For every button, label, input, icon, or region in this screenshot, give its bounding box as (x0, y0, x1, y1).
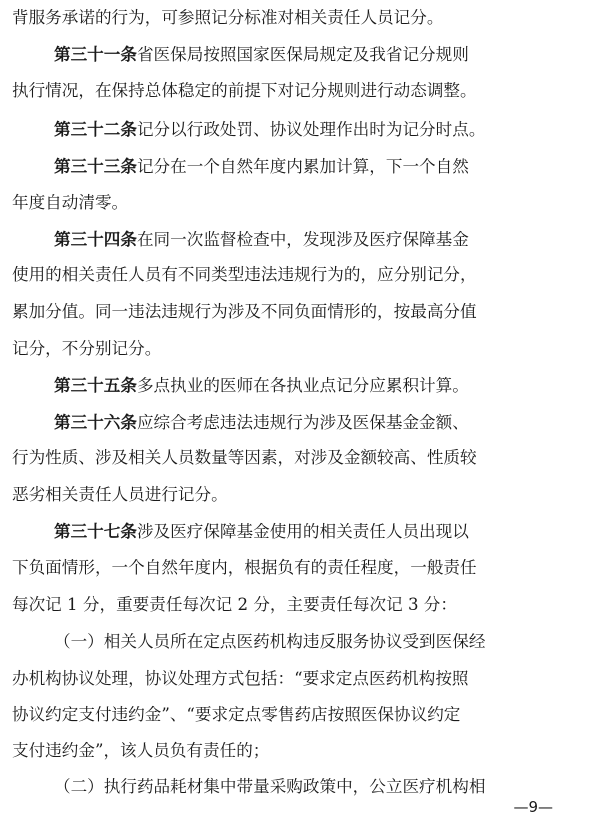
article-heading: 第三十一条 (54, 44, 137, 64)
text-line: 下负面情形，一个自然年度内，根据负有的责任程度，一般责任 (12, 558, 477, 577)
article-heading: 第三十四条 (54, 229, 137, 249)
article-heading: 第三十七条 (54, 521, 137, 541)
text-line: 每次记 1 分，重要责任每次记 2 分，主要责任每次记 3 分： (12, 595, 457, 614)
text-line: 使用的相关责任人员有不同类型违法违规行为的，应分别记分， (12, 265, 477, 284)
article-heading: 第三十五条 (54, 375, 137, 395)
text-line: 年度自动清零。 (12, 193, 129, 212)
text-line: 行为性质、涉及相关人员数量等因素，对涉及金额较高、性质较 (12, 448, 477, 467)
text-line: 协议约定支付违约金”、“要求定点零售药店按照医保协议约定 (12, 705, 461, 724)
article-36-line: 第三十六条应综合考虑违法违规行为涉及医保基金金额、 (54, 412, 469, 432)
article-31-line: 第三十一条省医保局按照国家医保局规定及我省记分规则 (54, 44, 469, 64)
text-line: 恶劣相关责任人员进行记分。 (12, 485, 228, 504)
clause-1-line: （一）相关人员所在定点医药机构违反服务协议受到医保经 (54, 632, 486, 651)
clause-2-line: （二）执行药品耗材集中带量采购政策中，公立医疗机构相 (54, 777, 486, 796)
text-line: 执行情况，在保持总体稳定的前提下对记分规则进行动态调整。 (12, 81, 477, 100)
article-35-line: 第三十五条多点执业的医师在各执业点记分应累积计算。 (54, 375, 469, 395)
article-33-line: 第三十三条记分在一个自然年度内累加计算，下一个自然 (54, 156, 469, 176)
article-34-line: 第三十四条在同一次监督检查中，发现涉及医疗保障基金 (54, 229, 469, 249)
article-heading: 第三十三条 (54, 156, 137, 176)
text-line: 办机构协议处理，协议处理方式包括：“要求定点医药机构按照 (12, 669, 469, 688)
article-37-line: 第三十七条涉及医疗保障基金使用的相关责任人员出现以 (54, 521, 469, 541)
page-number: —9— (513, 798, 553, 816)
article-heading: 第三十六条 (54, 412, 137, 432)
article-heading: 第三十二条 (54, 119, 137, 139)
text-line: 支付违约金”，该人员负有责任的； (12, 741, 270, 760)
text-line: 背服务承诺的行为，可参照记分标准对相关责任人员记分。 (12, 8, 444, 27)
article-32-line: 第三十二条记分以行政处罚、协议处理作出时为记分时点。 (54, 119, 486, 139)
text-line: 累加分值。同一违法违规行为涉及不同负面情形的，按最高分值 (12, 302, 477, 321)
text-line: 记分，不分别记分。 (12, 339, 162, 358)
